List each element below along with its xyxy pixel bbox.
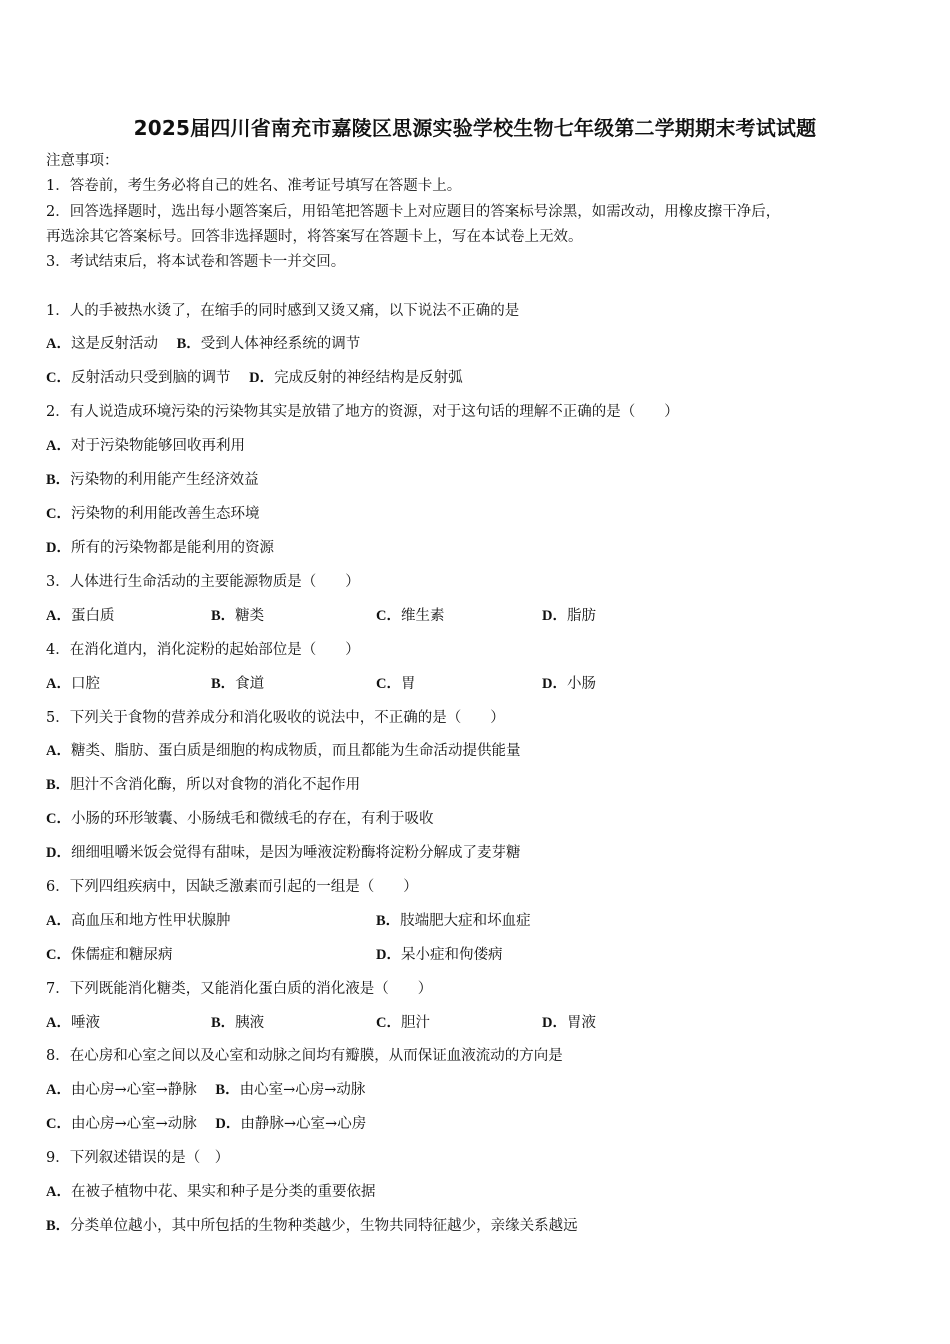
option-text: 高血压和地方性甲状腺肿 [70, 913, 231, 929]
option-label: B． [46, 472, 71, 488]
option-label: B． [211, 608, 236, 624]
option-text: 受到人体神经系统的调节 [200, 336, 361, 352]
option-label: C． [46, 811, 71, 827]
option-row [46, 504, 259, 524]
option-label: D． [542, 676, 567, 692]
option-text: 维生素 [400, 608, 445, 624]
question-stem: 9．下列叙述错误的是（ ） [46, 1150, 230, 1166]
option-row [46, 1182, 375, 1202]
option-row [46, 741, 520, 761]
option-row [46, 843, 520, 863]
option-text: 胆汁 [400, 1015, 430, 1031]
option-text: 肢端肥大症和坏血症 [400, 913, 531, 929]
option-cell [542, 606, 596, 626]
option-label: C． [46, 1116, 71, 1132]
option-text: 完成反射的神经结构是反射弧 [274, 370, 463, 386]
option-cell [46, 606, 114, 626]
option-label: A． [46, 1082, 71, 1098]
option-text: 反射活动只受到脑的调节 [70, 370, 231, 386]
option-text: 污染物的利用能产生经济效益 [70, 472, 259, 488]
option-text: 污染物的利用能改善生态环境 [70, 506, 260, 522]
option-text: 蛋白质 [70, 608, 115, 624]
option-label: B． [176, 336, 201, 352]
option-label: B． [215, 1082, 240, 1098]
option-label: B． [376, 913, 401, 929]
option-cell [211, 606, 264, 626]
option-label: A． [46, 438, 71, 454]
option-row [46, 1080, 365, 1100]
option-text: 糖类 [235, 608, 265, 624]
option-label: D． [542, 1015, 567, 1031]
option-text: 由心室→心房→动脉 [239, 1082, 366, 1098]
option-label: A． [46, 1184, 71, 1200]
question-stem: 2．有人说造成环境污染的污染物其实是放错了地方的资源，对于这句话的理解不正确的是（ ） [46, 404, 679, 420]
option-label: C． [376, 608, 401, 624]
option-text: 所有的污染物都是能利用的资源 [70, 540, 274, 556]
option-label: C． [46, 947, 71, 963]
option-label: B． [46, 1218, 71, 1234]
option-row [46, 1114, 366, 1134]
option-text: 在被子植物中花、果实和种子是分类的重要依据 [70, 1184, 376, 1200]
option-label: C． [376, 676, 401, 692]
option-label: C． [46, 506, 71, 522]
option-label: D． [249, 370, 275, 386]
option-label: A． [46, 336, 71, 352]
notice-heading: 注意事项： [46, 153, 119, 169]
option-label: A． [46, 913, 71, 929]
option-label: B． [211, 676, 236, 692]
option-label: A． [46, 608, 71, 624]
option-row [46, 538, 274, 558]
question-stem: 3．人体进行生命活动的主要能源物质是（ ） [46, 574, 360, 590]
option-cell [46, 1013, 100, 1033]
option-row [46, 809, 433, 829]
question-stem: 5．下列关于食物的营养成分和消化吸收的说法中，不正确的是（ ） [46, 710, 505, 726]
option-text: 小肠的环形皱囊、小肠绒毛和微绒毛的存在，有利于吸收 [70, 811, 434, 827]
option-label: A． [46, 1015, 71, 1031]
option-label: C． [46, 370, 71, 386]
option-cell [46, 674, 100, 694]
option-label: B． [46, 777, 71, 793]
option-text: 对于污染物能够回收再利用 [70, 438, 245, 454]
question-stem: 8．在心房和心室之间以及心室和动脉之间均有瓣膜，从而保证血液流动的方向是 [46, 1048, 563, 1064]
option-text: 细细咀嚼米饭会觉得有甜味，是因为唾液淀粉酶将淀粉分解成了麦芽糖 [70, 845, 521, 861]
option-label: D． [376, 947, 401, 963]
option-cell [376, 1013, 430, 1033]
option-text: 呆小症和佝偻病 [400, 947, 503, 963]
option-text: 胃液 [566, 1015, 596, 1031]
notice-item: 再选涂其它答案标号。回答非选择题时，将答案写在答题卡上，写在本试卷上无效。 [46, 229, 583, 245]
question-stem: 4．在消化道内，消化淀粉的起始部位是（ ） [46, 642, 360, 658]
option-text: 胆汁不含消化酶，所以对食物的消化不起作用 [70, 777, 361, 793]
option-text: 唾液 [70, 1015, 100, 1031]
notice-item: 1．答卷前，考生务必将自己的姓名、准考证号填写在答题卡上。 [46, 178, 462, 194]
option-row [46, 368, 463, 388]
option-text: 由心房→心室→静脉 [70, 1082, 197, 1098]
option-text: 这是反射活动 [70, 336, 158, 352]
option-row [46, 436, 245, 456]
option-text: 分类单位越小，其中所包括的生物种类越少，生物共同特征越少，亲缘关系越远 [70, 1218, 578, 1234]
option-text: 食道 [235, 676, 265, 692]
option-label: D． [46, 845, 71, 861]
option-cell [376, 674, 415, 694]
option-cell [46, 911, 230, 931]
option-label: B． [211, 1015, 236, 1031]
option-row [46, 470, 259, 490]
option-row [46, 775, 360, 795]
option-label: A． [46, 743, 71, 759]
option-text: 口腔 [70, 676, 100, 692]
option-label: D． [542, 608, 567, 624]
option-cell [542, 674, 596, 694]
notice-item: 3．考试结束后，将本试卷和答题卡一并交回。 [46, 254, 346, 270]
notice-item: 2．回答选择题时，选出每小题答案后，用铅笔把答题卡上对应题目的答案标号涂黑，如需改动，用橡皮擦干净后， [46, 204, 781, 220]
option-text: 胰液 [235, 1015, 265, 1031]
option-label: A． [46, 676, 71, 692]
option-cell [211, 1013, 264, 1033]
option-text: 脂肪 [566, 608, 596, 624]
question-stem: 6．下列四组疾病中，因缺乏激素而引起的一组是（ ） [46, 879, 418, 895]
option-label: C． [376, 1015, 401, 1031]
option-cell [376, 606, 444, 626]
option-cell [376, 945, 502, 965]
option-text: 糖类、脂肪、蛋白质是细胞的构成物质，而且都能为生命活动提供能量 [70, 743, 521, 759]
option-text: 侏儒症和糖尿病 [70, 947, 173, 963]
question-stem: 7．下列既能消化糖类，又能消化蛋白质的消化液是（ ） [46, 981, 433, 997]
option-cell [211, 674, 264, 694]
option-cell [376, 911, 531, 931]
option-label: D． [46, 540, 71, 556]
exam-title: 2025届四川省南充市嘉陵区思源实验学校生物七年级第二学期期末考试试题 [133, 116, 817, 140]
option-label: D． [215, 1116, 241, 1132]
option-cell [542, 1013, 596, 1033]
option-cell [46, 945, 172, 965]
option-text: 由静脉→心室→心房 [240, 1116, 367, 1132]
option-row [46, 1216, 578, 1236]
option-row [46, 334, 360, 354]
question-stem: 1．人的手被热水烫了，在缩手的同时感到又烫又痛，以下说法不正确的是 [46, 303, 520, 319]
option-text: 由心房→心室→动脉 [70, 1116, 197, 1132]
option-text: 小肠 [566, 676, 596, 692]
option-text: 胃 [400, 676, 416, 692]
